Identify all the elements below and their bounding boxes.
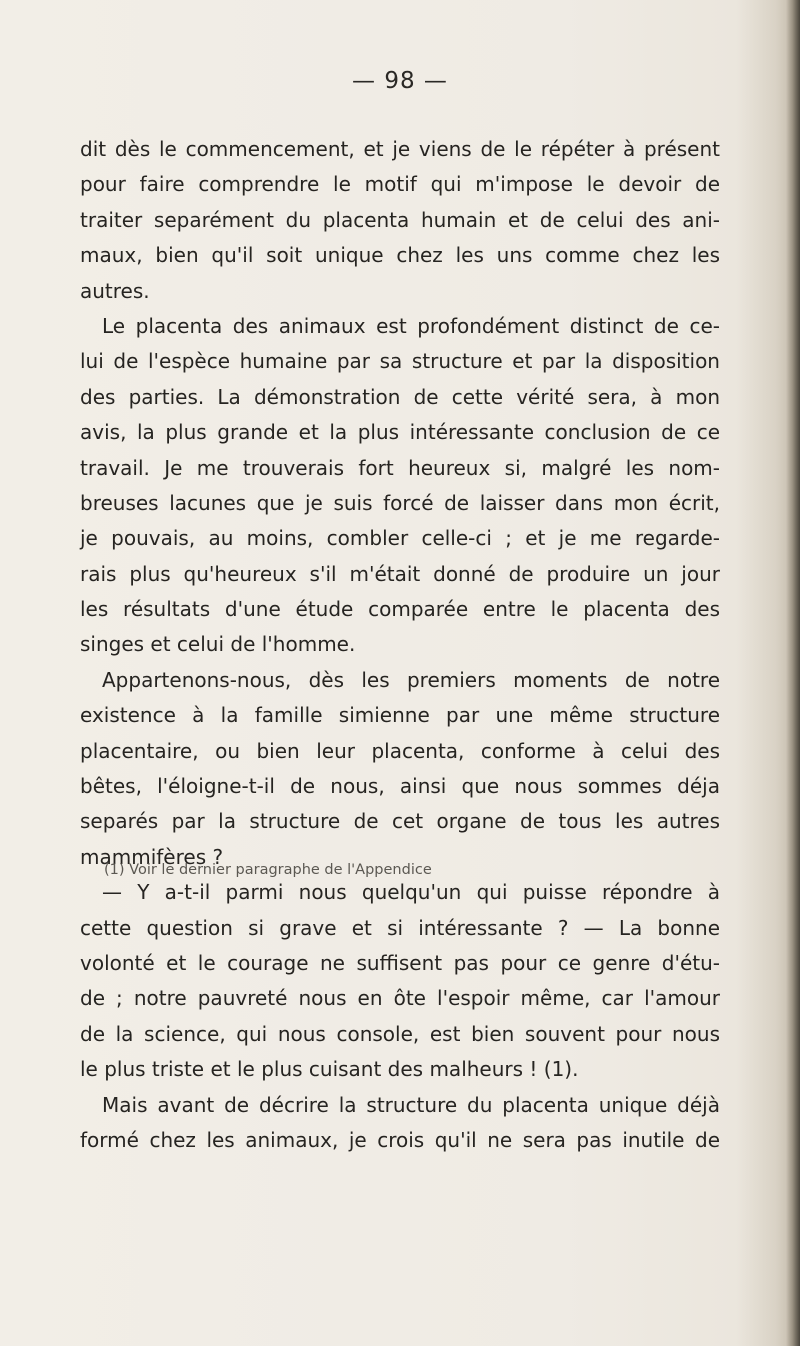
text-line: formé chez les animaux, je crois qu'il ne sera pas inutile de xyxy=(80,1127,720,1152)
footnote: (1) Voir le dernier paragraphe de l'Appendice xyxy=(104,862,432,878)
text-line: autres. xyxy=(80,278,150,303)
text-line: cette question si grave et si intéressante ? — La bonne xyxy=(80,915,720,940)
text-line: — Y a-t-il parmi nous quelqu'un qui puisse répondre à xyxy=(102,880,720,905)
text-line: les résultats d'une étude comparée entre le placenta des xyxy=(80,597,720,622)
text-line: je pouvais, au moins, combler celle-ci ; et je me regarde- xyxy=(80,526,720,551)
text-line: breuses lacunes que je suis forcé de laisser dans mon écrit, xyxy=(80,490,720,515)
text-line: Mais avant de décrire la structure du placenta unique déjà xyxy=(102,1092,720,1117)
text-line: des parties. La démonstration de cette vérité sera, à mon xyxy=(80,384,720,409)
page-binding-edge xyxy=(786,0,800,1346)
text-line: Appartenons-nous, dès les premiers moments de notre xyxy=(102,667,720,692)
text-line: mammifères ? xyxy=(80,844,224,869)
text-line: pour faire comprendre le motif qui m'impose le devoir de xyxy=(80,172,720,197)
text-line: bêtes, l'éloigne-t-il de nous, ainsi que nous sommes déja xyxy=(80,774,720,799)
text-line: dit dès le commencement, et je viens de le répéter à présent xyxy=(80,137,720,161)
page-number: — 98 — xyxy=(352,68,448,94)
text-line: singes et celui de l'homme. xyxy=(80,632,356,657)
text-line: travail. Je me trouverais fort heureux si, malgré les nom- xyxy=(80,455,720,480)
text-line: separés par la structure de cet organe de tous les autres xyxy=(80,809,720,834)
text-line: volonté et le courage ne suffisent pas pour ce genre d'étu- xyxy=(80,950,720,975)
text-line: le plus triste et le plus cuisant des malheurs ! (1). xyxy=(80,1057,579,1082)
text-line: placentaire, ou bien leur placenta, conforme à celui des xyxy=(80,738,720,763)
text-line: de ; notre pauvreté nous en ôte l'espoir même, car l'amour xyxy=(80,986,720,1011)
text-line: existence à la famille simienne par une même structure xyxy=(80,703,720,728)
text-line: lui de l'espèce humaine par sa structure et par la disposition xyxy=(80,349,720,374)
body-text xyxy=(80,132,720,1158)
text-line: avis, la plus grande et la plus intéressante conclusion de ce xyxy=(80,420,720,445)
text-line: traiter separément du placenta humain et de celui des ani- xyxy=(80,207,720,232)
text-line: maux, bien qu'il soit unique chez les uns comme chez les xyxy=(80,243,720,268)
text-line: rais plus qu'heureux s'il m'était donné de produire un jour xyxy=(80,561,720,586)
text-line: Le placenta des animaux est profondément distinct de ce- xyxy=(102,313,720,338)
text-line: de la science, qui nous console, est bien souvent pour nous xyxy=(80,1021,720,1046)
